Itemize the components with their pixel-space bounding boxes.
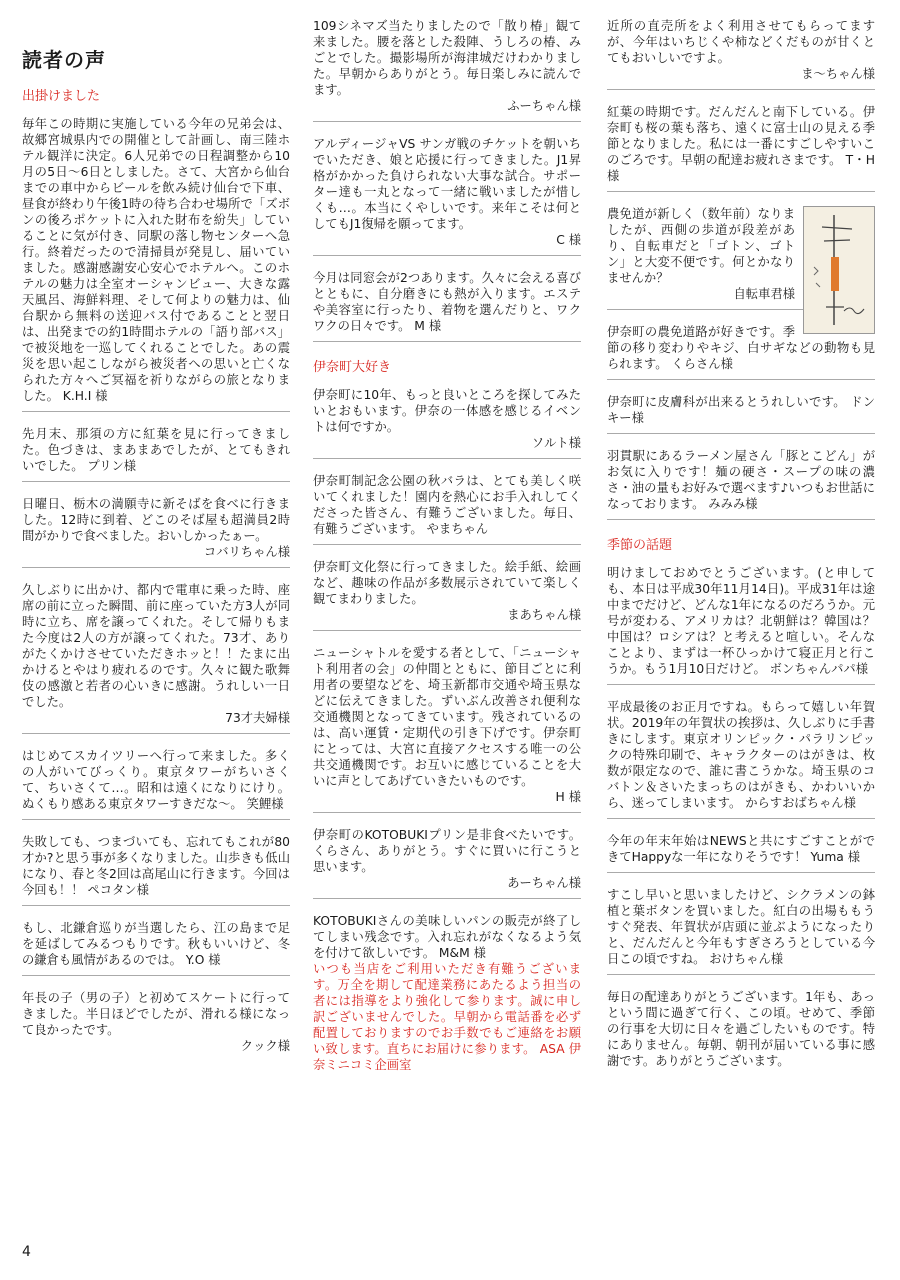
letter-signature: 73才夫婦様 [225, 711, 290, 725]
reader-letter [607, 394, 875, 434]
reader-letter [22, 582, 290, 734]
reader-letter [607, 699, 875, 819]
letter-signature: ふーちゃん様 [507, 99, 581, 113]
letter-text: 羽貫駅にあるラーメン屋さん「豚とこどん」がお気に入りです！麺の硬さ・スープの味の濃さ・油の量もお好みで選べます♪いつもお世話になっております。 みみみ様 [607, 449, 875, 511]
letter-text: 先月末、那須の方に紅葉を見に行ってきました。色づきは、まあまあでしたが、とてもきれいでした。 プリン様 [22, 427, 290, 473]
column-1 [22, 18, 290, 1075]
reader-letter [607, 887, 875, 975]
letter-text: 109シネマズ当たりましたので「散り椿」観て来ました。腰を落とした殺陣、うしろの椿、みごとでした。撮影場所が海津城だけわかりました。早朝からありがとう。毎日楽しみに読んでます。 [313, 19, 581, 97]
letter-text: 伊奈町のKOTOBUKIプリン是非食べたいです。くらさん、ありがとう。すぐに買いに行こうと思います。 [313, 828, 581, 874]
letter-text: はじめてスカイツリーへ行って来ました。多くの人がいてびっくり。東京タワーがちいさくて、ちいさくて…。昭和は遠くになりにけり。ぬくもり感ある東京タワーすきだな～。 笑鯉様 [22, 749, 290, 811]
letter-text: 今年の年末年始はNEWSと共にすごすことができてHappyな一年になりそうです！ Yuma 様 [607, 834, 875, 864]
letter-text: アルディージャVS サンガ戦のチケットを朝いちでいただき、娘と応援に行ってきました。J1昇格がかかった負けられない大事な試合。サポーター達も一丸となって一緒に戦いましたが惜しくも…。本当にくやしいです。来年こそは何としてもJ1復帰を願ってます。 [313, 137, 581, 231]
letter-text: 伊奈町制記念公園の秋バラは、とても美しく咲いてくれました！園内を熱心にお手入れしてくださった皆さん、有難うございました。毎日、有難うございます。 やまちゃん [313, 474, 581, 536]
reader-letter [607, 206, 875, 310]
reader-letter [607, 989, 875, 1076]
reader-letter [607, 833, 875, 873]
letter-signature: コバリちゃん様 [203, 545, 290, 559]
letter-text: 伊奈町の農免道路が好きです。季節の移り変わりやキジ、白サギなどの動物も見られます。 くらさん様 [607, 325, 875, 371]
column-2 [313, 18, 581, 1094]
letter-text: 平成最後のお正月ですね。もらって嬉しい年賀状。2019年の年賀状の挨拶は、久しぶりに手書きにします。東京オリンピック・パラリンピックの特殊印刷で、キャラクターのはがきは、枚数が限定なので、誰に書こうかな。埼玉県のコバトン＆さいたまっちのはがきも、かわいいから、迷ってしまいます。 からすおばちゃん様 [607, 700, 875, 810]
reader-letter [607, 565, 875, 685]
reader-letter [313, 473, 581, 545]
handwritten-note-photo-icon [803, 206, 875, 334]
section-going-out: 出掛けました [22, 89, 101, 104]
letter-text: 農免道が新しく（数年前）なりましたが、西側の歩道が段差があり、自転車だと「ゴトン、ゴトン」と大変不便です。何とかなりませんか？ [607, 207, 795, 285]
reader-letter [22, 426, 290, 482]
letter-text: すこし早いと思いましたけど、シクラメンの鉢植と葉ボタンを買いました。紅白の出場ももうすぐ発表、年賀状が店頭に並ぶようになったりと、だんだんと今年もすぎさろうとしている今日この頃ですね。 おけちゃん様 [607, 888, 875, 966]
letter-text: 毎日の配達ありがとうございます。1年も、あっという間に過ぎて行く、この頃。せめて、季節の行事を大切に日々を過ごしたいものです。特にありません。毎朝、朝刊が届いている事に感謝です。ありがとうございます。 [607, 990, 875, 1068]
letter-text: 紅葉の時期です。だんだんと南下している。伊奈町も桜の葉も落ち、遠くに富士山の見える季節となりました。私には一番にすごしやすいこのごろです。早朝の配達お疲れさまです。 T・H 様 [607, 105, 875, 183]
reader-letter [313, 645, 581, 813]
reader-letter [313, 913, 581, 1080]
letter-text: 毎年この時期に実施している今年の兄弟会は、故郷宮城県内での開催として計画し、南三陸ホテル観洋に決定。6人兄弟での日程調整から10月の5日～6日としました。さて、大宮から仙台までの車中からビールを飲み続け仙台で下車、昼食が終わり午後1時の待ち合わせ場所で「ズボンの後ろポケットに入れた財布を紛失」していることに気が付き、同駅の落し物センターへ急行。終着だったので清掃員が発見し、届いていました。感謝感謝安心安心でホテルへ。このホテルの魅力は全室オーシャンビュー、大きな露天風呂、海鮮料理、そして何よりの魅力は、仙台駅から無料の送迎バス付であることと翌日は、出発までの約1時間ホテルの「語り部バス」で被災地を一巡してくれることでした。あの震災を思い起こしながら被災者への思いと亡くなられた方々へご冥福を祈りながらの旅となりました。 K.H.I 様 [22, 117, 290, 403]
reader-letter [313, 270, 581, 342]
letter-text: 日曜日、栃木の満願寺に新そばを食べに行きました。12時に到着、どこのそば屋も超満員2時間がかりで食べました。おいしかったぁー。 [22, 497, 290, 543]
letter-signature: ソルト様 [531, 436, 581, 450]
letter-text: 失敗しても、つまづいても、忘れてもこれが80才か?と思う事が多くなりました。山歩きも低山になり、春と冬2回は高尾山に行きます。今回は今回も！！ ペコタン様 [22, 835, 290, 897]
reader-letter [313, 136, 581, 256]
reader-letter [22, 834, 290, 906]
reader-letter [313, 559, 581, 631]
letter-signature: クック様 [240, 1039, 290, 1053]
page-title: 読者の声 [22, 48, 106, 72]
publisher-reply: いつも当店をご利用いただき有難うございます。万全を期して配達業務にあたるよう担当の者には指導をより強化して参ります。誠に申し訳ございませんでした。早朝から電話番を必ず配置しておりますのでお手数でもご連絡をお願い致します。直ちにお届けに参ります。 ASA 伊奈ミニコミ企画室 [313, 962, 581, 1072]
section-love-inacho: 伊奈町大好き [313, 360, 392, 375]
column-3 [607, 18, 875, 1090]
section-seasonal: 季節の話題 [607, 538, 673, 553]
letter-text: 伊奈町に皮膚科が出来るとうれしいです。 ドンキー様 [607, 395, 875, 425]
letter-signature: ま～ちゃん様 [801, 67, 875, 81]
reader-letter [607, 18, 875, 90]
reader-letter [22, 748, 290, 820]
reader-letter [313, 387, 581, 459]
reader-letter [22, 920, 290, 976]
page-number: 4 [22, 1244, 31, 1260]
reader-letter [313, 827, 581, 899]
letter-text: 年長の子（男の子）と初めてスケートに行ってきました。半日ほどでしたが、滑れる様になって良かったです。 [22, 991, 290, 1037]
letter-text: 近所の直売所をよく利用させてもらってますが、今年はいちじくや柿などくだものが甘くとてもおいしいですよ。 [607, 19, 875, 65]
letter-text: KOTOBUKIさんの美味しいパンの販売が終了してしまい残念です。入れ忘れがなくなるよう気を付けて欲しいです。 M&M 様 [313, 914, 581, 960]
letter-text: 伊奈町に10年、もっと良いところを探してみたいとおもいます。伊奈の一体感を感じるイベントは何ですか。 [313, 388, 581, 434]
letter-text: 伊奈町文化祭に行ってきました。絵手紙、絵画など、趣味の作品が多数展示されていて楽しく観てまわりました。 [313, 560, 581, 606]
letter-text: もし、北鎌倉巡りが当選したら、江の島まで足を延ばしてみるつもりです。秋もいいけど、冬の鎌倉も風情があるのでは。 Y.O 様 [22, 921, 290, 967]
letter-signature: C 様 [556, 233, 581, 247]
reader-letter [22, 116, 290, 412]
letter-signature: 自転車君様 [733, 287, 795, 301]
letter-text: ニューシャトルを愛する者として、「ニューシャト利用者の会」の仲間とともに、節目ごとに利用者の要望などを、埼玉新都市交通や埼玉県などに伝えてきました。ずいぶん改善され便利な交通機関となってきています。残されているのは、高い運賃・定期代の引き下げです。伊奈町にとっては、大宮に直接アクセスする唯一の公共交通機関です。お互いに感じていることを大いに声としてあげていきたいものです。 [313, 646, 581, 788]
letter-signature: あーちゃん様 [507, 876, 581, 890]
reader-letter [607, 104, 875, 192]
letter-text: 今月は同窓会が2つあります。久々に会える喜びとともに、自分磨きにも熱が入ります。エステや美容室に行ったり、着物を選んだりと、ワクワクの日々です。 M 様 [313, 271, 581, 333]
reader-letter [22, 990, 290, 1061]
reader-letter [607, 448, 875, 520]
letter-text: 明けましておめでとうございます。(と申しても、本日は平成30年11月14日)。平成31年は途中までだけど、どんな1年になるのだろうか。元号が変わる、アメリカは？北朝鮮は？韓国は？中国は？ロシアは？と考えると喧しい。そんなことより、まずは一杯ひっかけて寝正月と行こうか。もう1月10日だけど。 ボンちゃんパパ様 [607, 566, 875, 676]
letter-signature: H 様 [555, 790, 581, 804]
reader-letter [22, 496, 290, 568]
reader-letter [313, 18, 581, 122]
letter-signature: まあちゃん様 [507, 608, 581, 622]
letter-text: 久しぶりに出かけ、都内で電車に乗った時、座席の前に立った瞬間、前に座っていた方3人が同時に立ち、席を譲ってくれた。そして帰りもまた今度は2人の方が譲ってくれた。73才、ありがたくかけさせていただきホッと！！たまに出かけるとやはり疲れるのです。久々に観た歌舞伎の感激と若者の心いきに感謝。うれしい一日でした。 [22, 583, 290, 709]
